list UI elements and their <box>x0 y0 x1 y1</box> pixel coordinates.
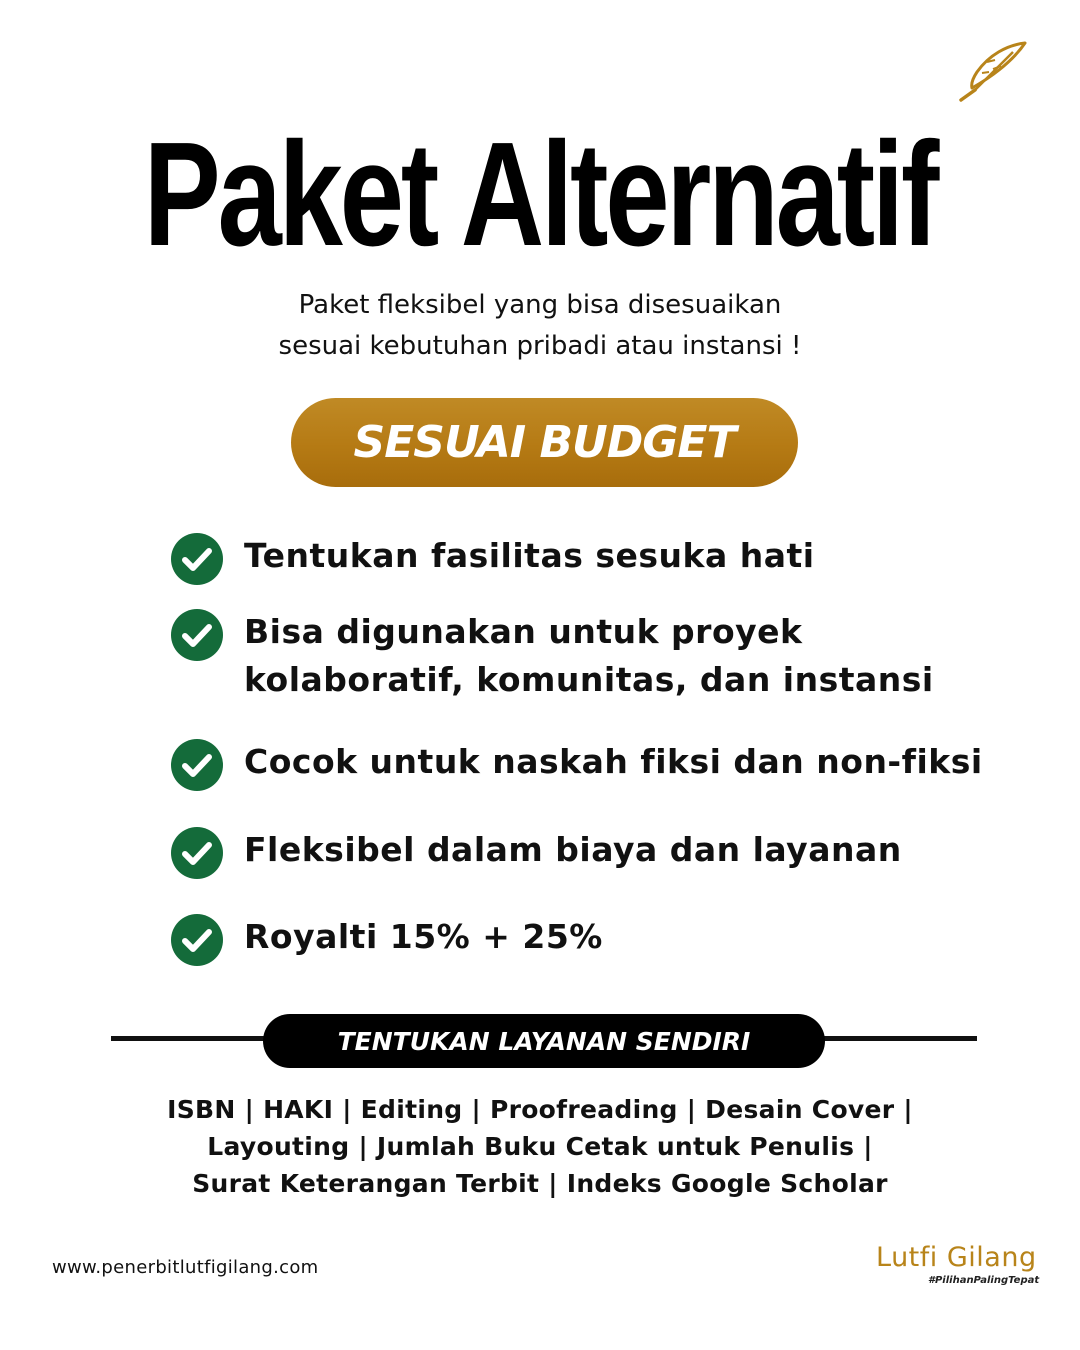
feature-text: Cocok untuk naskah fiksi dan non-fiksi <box>244 742 983 781</box>
page-title: Paket Alternatif <box>143 112 937 277</box>
brand-tagline: #PilihanPalingTepat <box>928 1275 1040 1286</box>
badge-label: SESUAI BUDGET <box>353 417 736 468</box>
sesuai-budget-badge <box>291 398 798 487</box>
feature-item-4 <box>170 826 902 880</box>
services-line-2: Layouting | Jumlah Buku Cetak untuk Penulis | <box>207 1132 873 1161</box>
divider-right <box>805 1036 977 1041</box>
feature-item-3 <box>170 738 983 792</box>
subtitle-line-2: sesuai kebutuhan pribadi atau instansi ! <box>278 331 802 361</box>
divider-left <box>111 1036 281 1041</box>
feature-item-1 <box>170 532 815 586</box>
feature-text: Bisa digunakan untuk proyek kolaboratif, komunitas, dan instansi <box>244 612 934 699</box>
check-circle-icon <box>170 738 224 792</box>
subtitle-line-1: Paket fleksibel yang bisa disesuaikan <box>298 290 782 320</box>
website-link[interactable]: www.penerbitlutfigilang.com <box>52 1257 319 1278</box>
services-line-3: Surat Keterangan Terbit | Indeks Google Scholar <box>192 1169 888 1198</box>
feature-item-5 <box>170 913 603 967</box>
feature-text: Tentukan fasilitas sesuka hati <box>244 536 815 575</box>
feather-quill-icon <box>955 40 1027 102</box>
check-circle-icon <box>170 532 224 586</box>
feature-text: Royalti 15% + 25% <box>244 917 603 956</box>
check-circle-icon <box>170 913 224 967</box>
check-circle-icon <box>170 608 224 662</box>
services-heading: TENTUKAN LAYANAN SENDIRI <box>337 1026 751 1056</box>
feature-text: Fleksibel dalam biaya dan layanan <box>244 830 902 869</box>
services-heading-pill <box>263 1014 825 1068</box>
check-circle-icon <box>170 826 224 880</box>
brand-name: Lutfi Gilang <box>876 1242 1037 1273</box>
services-line-1: ISBN | HAKI | Editing | Proofreading | Desain Cover | <box>167 1095 913 1124</box>
feature-item-2 <box>170 608 934 704</box>
